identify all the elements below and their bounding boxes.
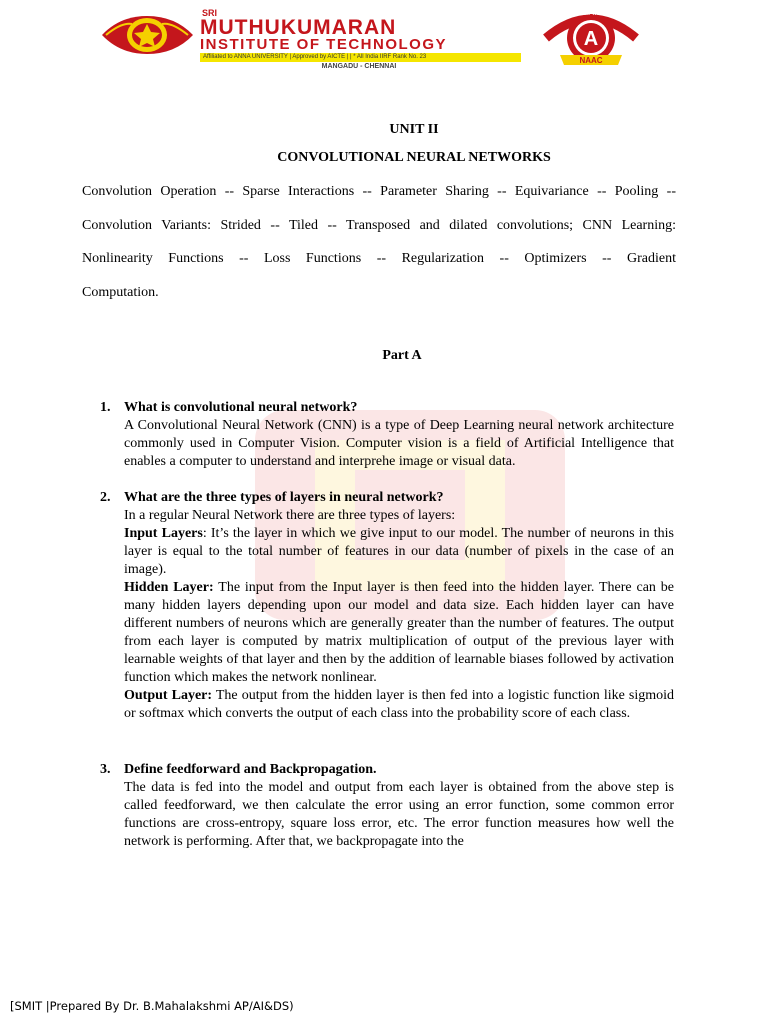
institute-emblem-icon [100,10,195,60]
layer-term: Hidden Layer: [124,580,214,595]
affiliation-strip: Affiliated to ANNA UNIVERSITY | Approved by AICTE | | * All India IIRF Rank No. 23 [200,53,521,62]
institute-name [200,8,530,72]
badge-label: NAAC [579,56,603,65]
syllabus-line: Computation. [82,284,159,300]
layer-description [124,687,674,723]
question-number: 2. [100,490,111,505]
question-item [100,399,674,471]
question-intro: In a regular Neural Network there are three types of layers: [124,508,456,523]
layer-description [124,525,674,579]
question-item [100,489,674,723]
naac-badge-icon [538,8,644,66]
institute-location: MANGADU - CHENNAI [321,63,397,70]
syllabus-paragraph [82,175,676,309]
unit-title: UNIT II [389,122,439,137]
layer-text: The input from the Input layer is then feed into the hidden layer. There can be many hidden layers depending upon our model and data size. Each hidden layer can have different numbers of neurons which are generally greater than the number of features. The output from each layer is computed by matrix multiplication of output of the previous layer with learnable weights of that layer and then by the addition of learnable biases followed by activation function which makes the network nonlinear. [124,580,674,685]
brand-subtitle: INSTITUTE OF TECHNOLOGY [200,36,447,53]
brand-name: MUTHUKUMARAN [200,16,397,39]
layer-description [124,579,674,687]
layer-term-separator: : [202,526,207,541]
syllabus-line: Nonlinearity Functions -- Loss Functions -- Regularization -- Optimizers -- Gradient [82,251,676,267]
question-number: 3. [100,762,111,777]
institute-banner [100,8,645,70]
layer-term: Output Layer: [124,688,213,703]
question-answer: The data is fed into the model and output from each layer is obtained from the above step is called feedforward, we then calculate the error using an error function, some common error functions are cross-entropy, square loss error, etc. The error function measures how well the network is performing. After that, we backpropagate into the [124,780,674,849]
question-answer: A Convolutional Neural Network (CNN) is a type of Deep Learning neural network architecture commonly used in Computer Vision. Computer vision is a field of Artificial Intelligence that enables a computer to understand and interprehe image or visual data. [124,418,674,469]
layer-text: It’s the layer in which we give input to our model. The number of neurons in this layer is equal to the total number of features in our data (number of pixels in the case of an image). [124,526,674,577]
question-title: What is convolutional neural network? [124,400,358,415]
page-footer: [SMIT |Prepared By Dr. B.Mahalakshmi AP/AI&DS) [10,999,294,1013]
syllabus-line: Convolution Operation -- Sparse Interactions -- Parameter Sharing -- Equivariance -- Pooling -- [82,184,676,199]
question-title: What are the three types of layers in neural network? [124,490,444,505]
question-number: 1. [100,400,111,415]
question-title: Define feedforward and Backpropagation. [124,762,377,777]
layer-term: Input Layers [124,526,203,541]
syllabus-line: Convolution Variants: Strided -- Tiled -- Transposed and dilated convolutions; CNN Learning: [82,217,676,233]
layer-text: The output from the hidden layer is then fed into a logistic function like sigmoid or softmax which converts the output of each class into the probability score of each class. [124,688,674,721]
badge-arc-text: ACCREDITED WITH GRADE [558,11,624,17]
part-heading: Part A [382,348,422,363]
badge-letter: A [583,28,599,50]
unit-subtitle: CONVOLUTIONAL NEURAL NETWORKS [277,150,551,165]
brand-prefix: SRI [202,8,218,18]
question-item [100,761,674,851]
